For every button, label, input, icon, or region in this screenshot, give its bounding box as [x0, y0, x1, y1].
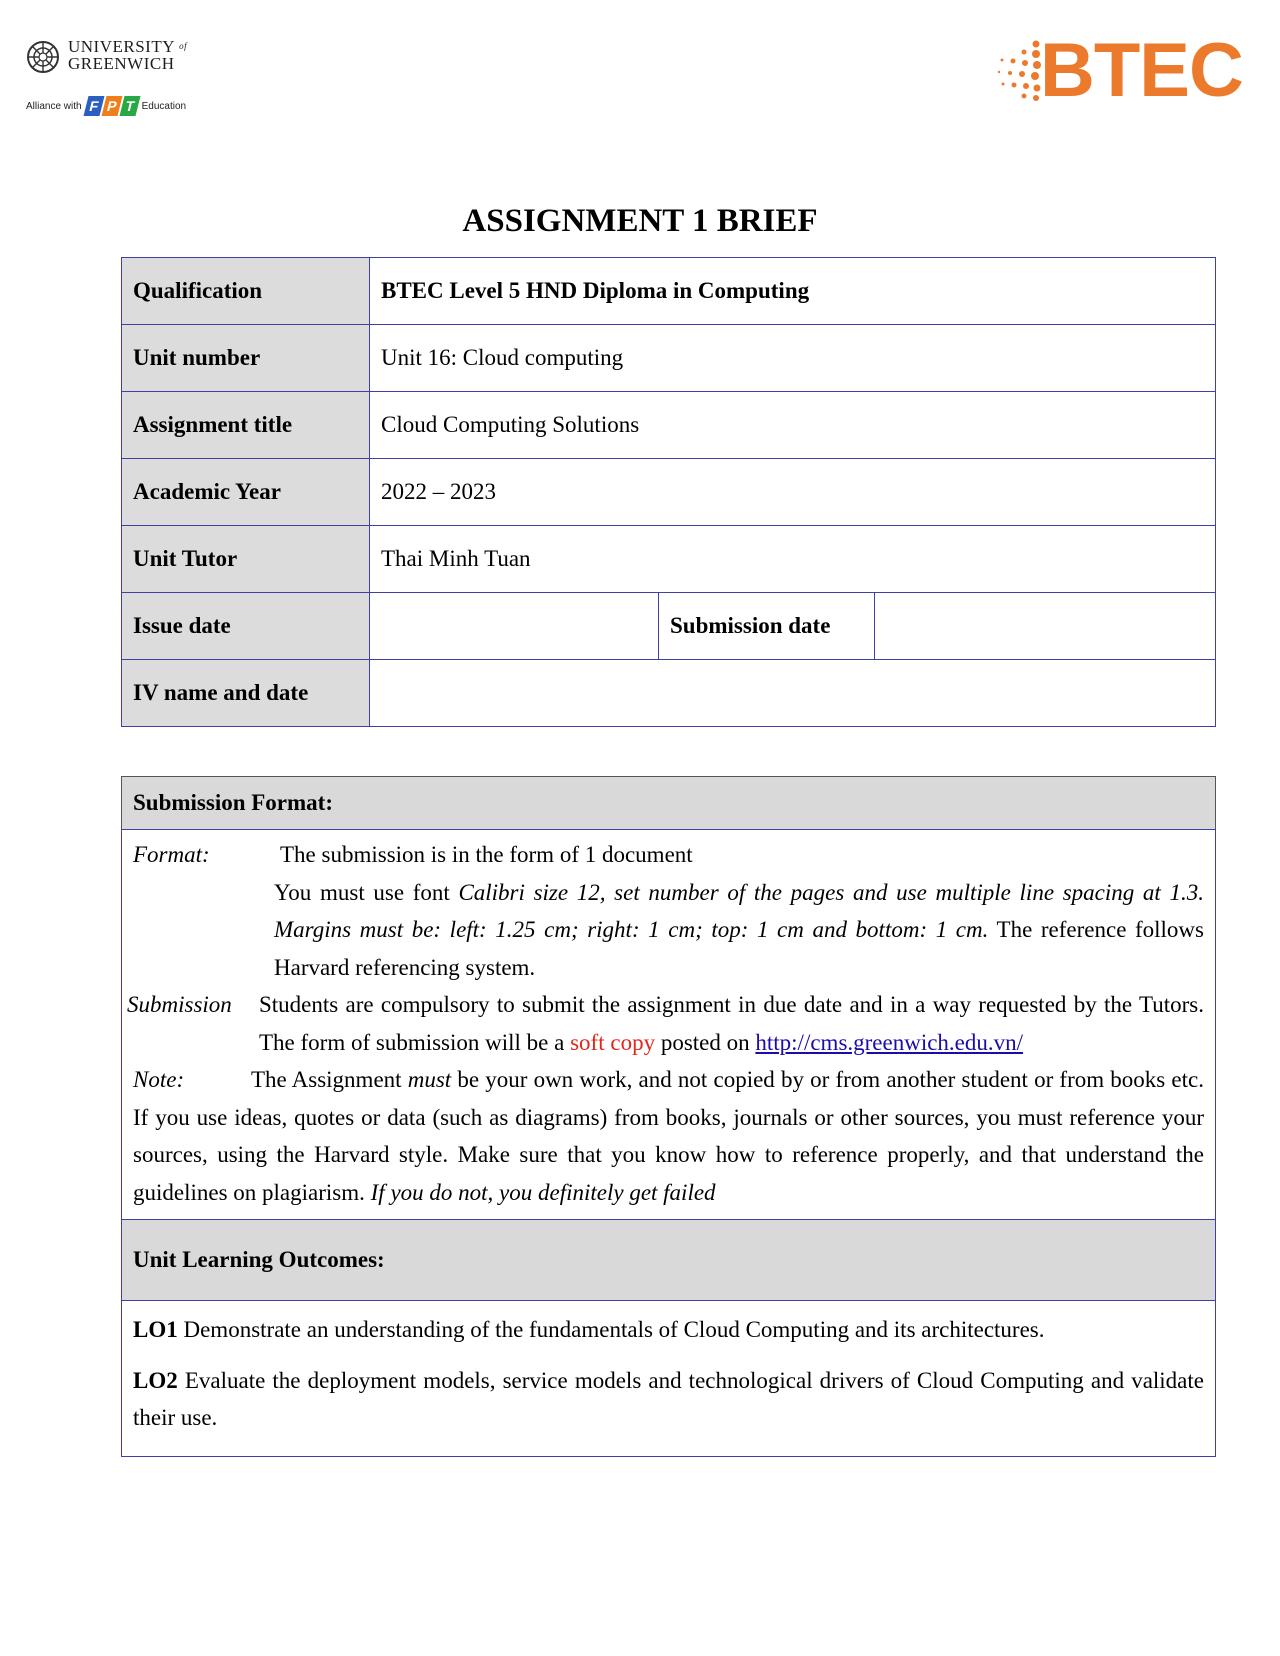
submission-label: Submission: [127, 992, 232, 1017]
btec-wordmark: BTEC: [1040, 28, 1243, 113]
academic-year-label: Academic Year: [122, 459, 370, 526]
assignment-info-table: [121, 257, 1216, 727]
fpt-letter: T: [119, 96, 140, 116]
submission-text: Students are compulsory to submit the assignment in due date and in a way requested by the Tutors. The form of submission will be a: [259, 992, 1204, 1055]
submission-date-value: [875, 593, 1216, 660]
table-row: [122, 1301, 1216, 1457]
university-line1: UNIVERSITY: [68, 37, 175, 56]
assignment-title-value: Cloud Computing Solutions: [370, 392, 1216, 459]
format-line1: [133, 836, 1204, 874]
learning-outcomes-heading: Unit Learning Outcomes:: [122, 1220, 1216, 1301]
posted-on-text: posted on: [655, 1029, 756, 1055]
note-paragraph: [133, 1061, 1204, 1211]
fpt-letter: P: [101, 96, 122, 116]
table-row: [122, 660, 1216, 727]
table-row: [122, 593, 1216, 660]
submission-format-body: [122, 830, 1216, 1220]
note-text2: be your own work, and not copied by or from another student or from books etc. If you use ideas, quotes or data (such as diagrams) from books, journals or other sources, you must reference your sources, using the Harvard style. Make sure that you know how to reference properly, and that understand the guidelines on plagiarism.: [133, 1067, 1204, 1205]
alliance-label: Alliance with: [26, 100, 82, 112]
format-label: Format:: [133, 842, 210, 867]
lo2-item: [133, 1362, 1204, 1436]
table-row: [122, 392, 1216, 459]
note-must: must: [407, 1067, 452, 1092]
note-text1: The Assignment: [251, 1067, 408, 1092]
submission-format-table: [121, 776, 1216, 1457]
issue-date-value: [370, 593, 659, 660]
lo1-item: [133, 1311, 1204, 1348]
lo1-text: Demonstrate an understanding of the fundamentals of Cloud Computing and its architectures.: [177, 1317, 1045, 1342]
university-name: [68, 38, 187, 72]
table-row: [122, 777, 1216, 830]
table-row: [122, 325, 1216, 392]
assignment-title-label: Assignment title: [122, 392, 370, 459]
education-label: Education: [141, 100, 187, 112]
issue-date-label: Issue date: [122, 593, 370, 660]
learning-outcomes-body: [122, 1301, 1216, 1457]
unit-tutor-label: Unit Tutor: [122, 526, 370, 593]
format-line2-italic: Calibri size 12, set number of the pages and use multiple line spacing at 1.3. Margins must be: left: 1.25 cm; right: 1 cm; top: 1 cm and bottom: 1 cm.: [274, 879, 1204, 942]
university-of: of: [179, 41, 188, 51]
note-label: Note:: [133, 1067, 185, 1092]
iv-name-label: IV name and date: [122, 660, 370, 727]
unit-number-value: Unit 16: Cloud computing: [370, 325, 1216, 392]
fpt-logo: [86, 96, 138, 116]
submission-line: [127, 986, 1204, 1061]
format-line2-prefix: You must use font: [274, 879, 459, 905]
alliance-line: [26, 96, 186, 116]
format-line2-suffix: The reference follows Harvard referencing system.: [274, 917, 1204, 980]
note-italic: If you do not, you definitely get failed: [370, 1179, 716, 1205]
unit-tutor-value: Thai Minh Tuan: [370, 526, 1216, 593]
btec-logo: [994, 28, 1254, 118]
table-row: [122, 526, 1216, 593]
soft-copy-text: soft copy: [570, 1029, 656, 1055]
iv-name-value: [370, 660, 1216, 727]
lo2-code: LO2: [133, 1368, 178, 1393]
table-row: [122, 459, 1216, 526]
table-row: [122, 258, 1216, 325]
fpt-letter: F: [83, 96, 104, 116]
format-line2: [133, 874, 1204, 987]
page-title: ASSIGNMENT 1 BRIEF: [462, 203, 818, 239]
qualification-label: Qualification: [122, 258, 370, 325]
university-line2: GREENWICH: [68, 54, 175, 73]
submission-format-heading: Submission Format:: [122, 777, 1216, 830]
lo2-text: Evaluate the deployment models, service models and technological drivers of Cloud Computing and validate their use.: [133, 1368, 1204, 1430]
academic-year-value: 2022 – 2023: [370, 459, 1216, 526]
university-of-greenwich-logo: [26, 38, 201, 128]
table-row: [122, 830, 1216, 1220]
table-row: [122, 1220, 1216, 1301]
submission-date-label: Submission date: [659, 593, 875, 660]
unit-number-label: Unit number: [122, 325, 370, 392]
qualification-value: BTEC Level 5 HND Diploma in Computing: [370, 258, 1216, 325]
lo1-code: LO1: [133, 1317, 178, 1342]
cms-link[interactable]: http://cms.greenwich.edu.vn/: [755, 1029, 1024, 1055]
format-line1-text: The submission is in the form of 1 document: [280, 842, 693, 867]
crest-icon: [26, 40, 60, 74]
